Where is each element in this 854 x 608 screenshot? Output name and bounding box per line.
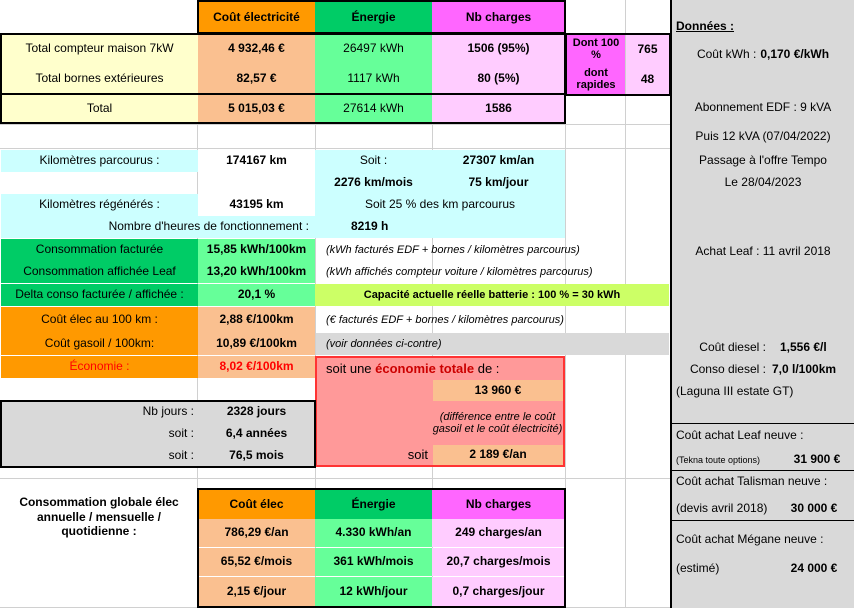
conso-affichee-note: (kWh affichés compteur voiture / kilomètres parcourus)	[326, 265, 593, 278]
gridline	[0, 124, 670, 125]
achat-leaf-date: Achat Leaf : 11 avril 2018	[695, 244, 831, 259]
km-regeneres-label: Kilomètres régénérés :	[1, 194, 198, 216]
puis-12kva: Puis 12 kVA (07/04/2022)	[695, 129, 831, 144]
cell-charges-maison: 1506 (95%)	[432, 34, 565, 64]
row-label-total: Total	[1, 95, 198, 123]
cout-gasoil-value: 10,89 €/100km	[198, 333, 315, 355]
row-label-maison: Total compteur maison 7kW	[1, 34, 198, 64]
cell-energie-bornes: 1117 kWh	[315, 64, 432, 94]
km-regeneres-value: 43195 km	[229, 197, 284, 212]
diesel-row	[672, 337, 854, 359]
cout-elec-note: (€ facturés EDF + bornes / kilomètres parcourus)	[326, 313, 564, 326]
annees-label: soit :	[1, 423, 198, 445]
conso-diesel-row	[672, 359, 854, 381]
cout-gasoil-note: (voir données ci-contre)	[316, 333, 669, 355]
cout-elec-value: 2,88 €/100km	[198, 307, 315, 333]
cout-kwh-value: 0,170 €/kWh	[760, 47, 830, 62]
batterie-capacite: Capacité actuelle réelle batterie : 100 % = 30 kWh	[315, 284, 669, 306]
note-dont-100: Dont 100 %	[567, 35, 625, 65]
economie-par-an: 2 189 €/an	[433, 445, 563, 465]
annees-value: 6,4 années	[198, 423, 315, 445]
globale-charges-mois: 20,7 charges/mois	[432, 548, 565, 576]
globale-charges-jour: 0,7 charges/jour	[432, 577, 565, 606]
globale-label: Consommation globale élec annuelle / mensuelle / quotidienne :	[19, 495, 179, 539]
header-nb-charges: Nb charges	[432, 2, 565, 33]
km-par-jour: 75 km/jour	[432, 172, 565, 194]
cell-cout-maison: 4 932,46 €	[198, 34, 315, 64]
km-parcourus-value: 174167 km	[226, 153, 287, 168]
conso-facturee-note: (kWh facturés EDF + bornes / kilomètres parcourus)	[326, 243, 580, 256]
header-energie: Énergie	[315, 2, 432, 33]
row-label-bornes: Total bornes extérieures	[1, 64, 198, 94]
note-val-765: 765	[626, 35, 669, 65]
km-parcourus-label: Kilomètres parcourus :	[1, 150, 198, 172]
nb-jours-label: Nb jours :	[1, 401, 198, 423]
heures-value: 8219 h	[315, 216, 565, 238]
globale-header-cout: Coût élec	[198, 490, 315, 519]
economie-totale-text	[318, 358, 563, 380]
cell-charges-total: 1586	[432, 95, 565, 123]
mois-label: soit :	[1, 445, 198, 467]
cell-cout-total: 5 015,03 €	[198, 95, 315, 123]
diesel-value: 1,556 €/l	[779, 340, 827, 355]
globale-cout-an: 786,29 €/an	[198, 519, 315, 547]
separator	[670, 520, 854, 521]
date-tempo: Le 28/04/2023	[724, 175, 802, 190]
conso-affichee-label: Consommation affichée Leaf	[1, 261, 198, 283]
abonnement-edf: Abonnement EDF : 9 kVA	[694, 100, 832, 115]
cout-kwh-label: Coût kWh :	[696, 47, 757, 62]
economie-totale-suffix: de :	[474, 360, 500, 376]
header-cout: Coût électricité	[198, 2, 315, 33]
note-val-48: 48	[626, 65, 669, 95]
megane-label: Coût achat Mégane neuve :	[676, 532, 824, 547]
heures-label: Nombre d'heures de fonctionnement :	[1, 216, 315, 238]
globale-energie-jour: 12 kWh/jour	[315, 577, 432, 606]
km-par-mois: 2276 km/mois	[315, 172, 432, 194]
cout-gasoil-label: Coût gasoil / 100km:	[1, 333, 198, 355]
talisman-note: (devis avril 2018)	[676, 501, 768, 516]
conso-diesel-value: 7,0 l/100km	[771, 362, 837, 377]
km-regeneres-pct: Soit 25 % des km parcourus	[315, 194, 565, 216]
delta-value: 20,1 %	[198, 284, 315, 306]
delta-label: Delta conso facturée / affichée :	[1, 284, 198, 306]
leaf-neuve-label: Coût achat Leaf neuve :	[676, 428, 804, 443]
megane-note: (estimé)	[676, 561, 720, 576]
economie-totale-note: (différence entre le coût gasoil et le coût électricité)	[432, 410, 563, 435]
conso-affichee-value: 13,20 kWh/100km	[198, 261, 315, 283]
megane-value: 24 000 €	[790, 561, 838, 576]
gridline	[0, 478, 670, 479]
globale-header-energie: Énergie	[315, 490, 432, 519]
economie-totale-prefix: soit une	[326, 360, 376, 376]
cout-elec-label: Coût élec au 100 km :	[1, 307, 198, 333]
cout-kwh-row	[672, 44, 854, 66]
gridline	[0, 148, 670, 149]
cell-cout-bornes: 82,57 €	[198, 64, 315, 94]
globale-header-charges: Nb charges	[432, 490, 565, 519]
note-dont-rapides: dont rapides	[567, 65, 625, 95]
talisman-value: 30 000 €	[790, 501, 838, 516]
laguna-model: (Laguna III estate GT)	[676, 384, 794, 399]
conso-facturee-value: 15,85 kWh/100km	[198, 239, 315, 261]
conso-diesel-label: Conso diesel :	[689, 362, 766, 377]
km-par-an: 27307 km/an	[432, 150, 565, 172]
donnees-title: Données :	[676, 19, 735, 34]
cell-energie-total: 27614 kWh	[315, 95, 432, 123]
leaf-neuve-note: (Tekna toute options)	[676, 454, 761, 465]
economie-value: 8,02 €/100km	[198, 356, 315, 378]
globale-cout-jour: 2,15 €/jour	[198, 577, 315, 606]
km-soit-label: Soit :	[315, 150, 432, 172]
economie-totale-highlight: économie totale	[375, 360, 475, 376]
nb-jours-value: 2328 jours	[198, 401, 315, 423]
economie-label: Économie :	[1, 356, 198, 378]
globale-cout-mois: 65,52 €/mois	[198, 548, 315, 576]
mois-value: 76,5 mois	[198, 445, 315, 467]
conso-facturee-label: Consommation facturée	[1, 239, 198, 261]
cell-energie-maison: 26497 kWh	[315, 34, 432, 64]
diesel-label: Coût diesel :	[699, 340, 766, 355]
globale-energie-mois: 361 kWh/mois	[315, 548, 432, 576]
talisman-label: Coût achat Talisman neuve :	[676, 474, 828, 489]
cell-charges-bornes: 80 (5%)	[432, 64, 565, 94]
globale-charges-an: 249 charges/an	[432, 519, 565, 547]
globale-energie-an: 4.330 kWh/an	[315, 519, 432, 547]
economie-totale-soit: soit	[407, 446, 428, 462]
passage-tempo: Passage à l'offre Tempo	[699, 153, 827, 168]
leaf-neuve-value: 31 900 €	[793, 452, 841, 467]
economie-totale-montant: 13 960 €	[433, 380, 563, 401]
